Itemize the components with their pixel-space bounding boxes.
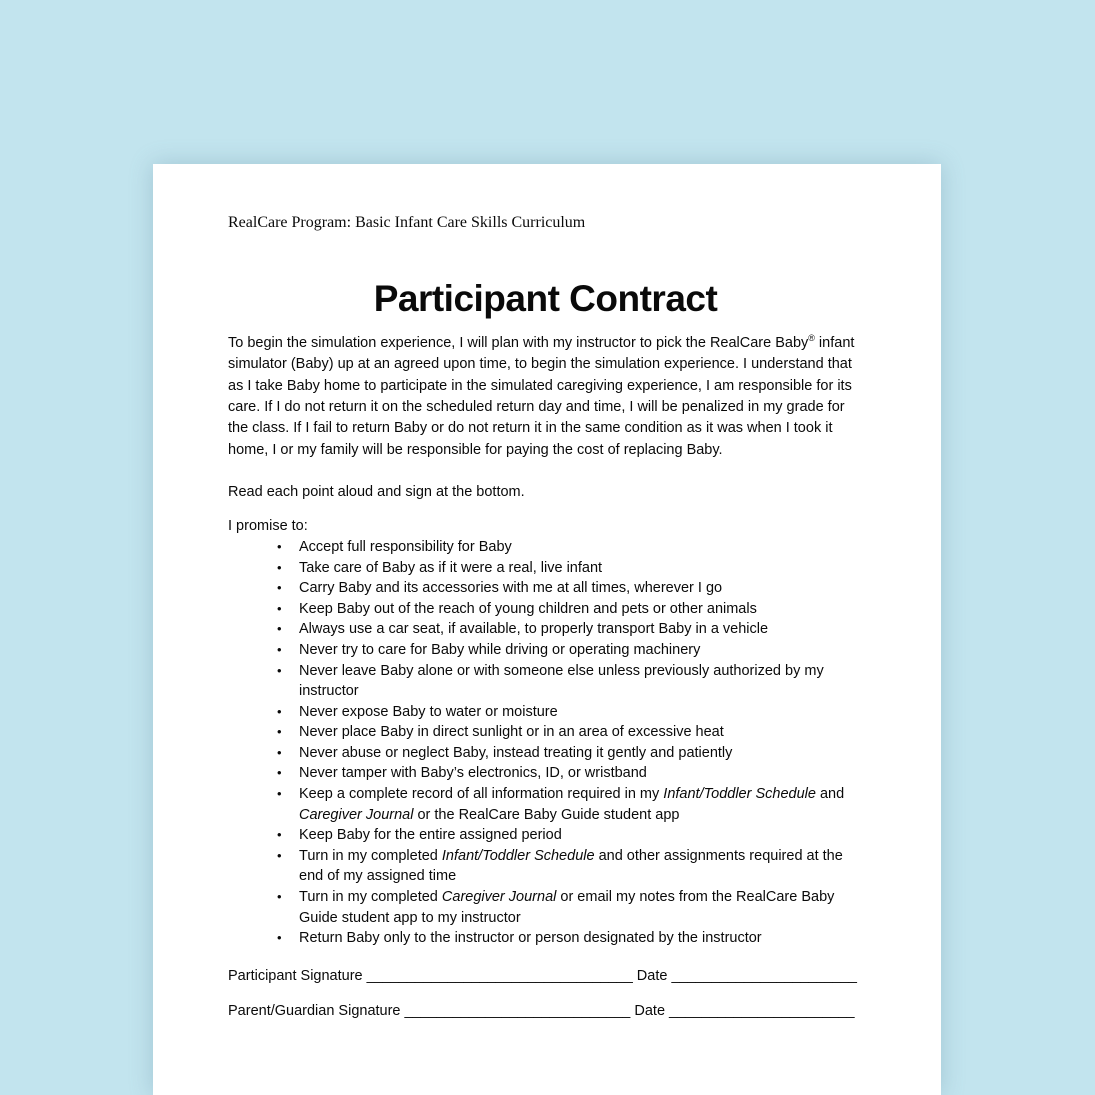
document-title: Participant Contract bbox=[373, 278, 718, 319]
bullet-icon: • bbox=[277, 786, 282, 802]
bullet-icon: • bbox=[277, 600, 282, 616]
parent-guardian-date-label: Date bbox=[634, 1003, 666, 1020]
bullet-icon: • bbox=[277, 827, 282, 843]
promise-list-item bbox=[228, 619, 863, 640]
bullet-icon: • bbox=[277, 559, 282, 575]
promise-item-text: Take care of Baby as if it were a real, live infant bbox=[299, 559, 603, 576]
promise-list-item bbox=[228, 702, 863, 723]
promise-item-text: Turn in my completed Caregiver Journal or email my notes from the RealCare Baby Guide student app to my instructor bbox=[299, 889, 835, 926]
promise-list bbox=[228, 537, 863, 949]
bullet-icon: • bbox=[277, 662, 282, 678]
promise-list-item bbox=[228, 599, 863, 620]
promise-list-item bbox=[228, 578, 863, 599]
promise-item-text: Never tamper with Baby’s electronics, ID, or wristband bbox=[299, 765, 647, 782]
promise-item-text: Return Baby only to the instructor or person designated by the instructor bbox=[299, 930, 762, 947]
participant-signature-label: Participant Signature bbox=[228, 967, 363, 984]
parent-guardian-signature-label: Parent/Guardian Signature bbox=[228, 1003, 401, 1020]
bullet-icon: • bbox=[277, 724, 282, 740]
promise-item-text: Accept full responsibility for Baby bbox=[299, 538, 512, 555]
bullet-icon: • bbox=[277, 847, 282, 863]
participant-signature-row bbox=[228, 966, 863, 987]
promise-item-text: Never try to care for Baby while driving or operating machinery bbox=[299, 641, 701, 658]
promise-list-item bbox=[228, 887, 863, 928]
promise-item-text: Never leave Baby alone or with someone else unless previously authorized by my instructor bbox=[299, 662, 824, 700]
bullet-icon: • bbox=[277, 765, 282, 781]
promise-list-item bbox=[228, 661, 863, 702]
participant-date-label: Date bbox=[636, 967, 668, 984]
promise-item-text: Never abuse or neglect Baby, instead treating it gently and patiently bbox=[299, 744, 733, 761]
promise-list-item bbox=[228, 825, 863, 846]
promise-item-text: Carry Baby and its accessories with me at all times, wherever I go bbox=[299, 580, 723, 597]
bullet-icon: • bbox=[277, 744, 282, 760]
parent-guardian-date-line: _______________________ bbox=[669, 1003, 855, 1020]
participant-date-line: _______________________ bbox=[671, 967, 857, 984]
promise-list-item bbox=[228, 558, 863, 579]
promise-list-item bbox=[228, 537, 863, 558]
promise-list-item bbox=[228, 743, 863, 764]
bullet-icon: • bbox=[277, 621, 282, 637]
document-header: RealCare Program: Basic Infant Care Skills Curriculum bbox=[228, 214, 586, 231]
promise-item-text: Keep Baby for the entire assigned period bbox=[299, 827, 562, 844]
promise-list-item bbox=[228, 928, 863, 949]
promise-list-item bbox=[228, 722, 863, 743]
document-page bbox=[153, 164, 941, 1095]
promise-list-item bbox=[228, 640, 863, 661]
participant-signature-line: _________________________________ bbox=[366, 967, 633, 984]
bullet-icon: • bbox=[277, 703, 282, 719]
bullet-icon: • bbox=[277, 641, 282, 657]
promise-item-text: Always use a car seat, if available, to properly transport Baby in a vehicle bbox=[299, 621, 769, 638]
bullet-icon: • bbox=[277, 930, 282, 946]
bullet-icon: • bbox=[277, 580, 282, 596]
intro-paragraph: To begin the simulation experience, I will plan with my instructor to pick the RealCare Baby® infant simulator (Baby) up at an agreed upon time, to begin the simulation experience. I understand that as I take Baby home to participate in the simulated caregiving experience, I am responsible for its care. If I do not return it on the scheduled return day and time, I will be penalized in my grade for the class. If I fail to return Baby or do not return it in the same condition as it was when I took it home, I or my family will be responsible for paying the cost of replacing Baby. bbox=[228, 332, 855, 458]
promise-item-text: Never place Baby in direct sunlight or in an area of excessive heat bbox=[299, 724, 724, 741]
parent-guardian-signature-line: ____________________________ bbox=[404, 1003, 631, 1020]
promise-item-text: Keep Baby out of the reach of young children and pets or other animals bbox=[299, 600, 757, 617]
instruction-paragraph: Read each point aloud and sign at the bottom. bbox=[228, 484, 525, 501]
promise-item-text: Turn in my completed Infant/Toddler Schedule and other assignments required at the end of my assigned time bbox=[299, 847, 843, 885]
promise-item-text: Keep a complete record of all information required in my Infant/Toddler Schedule and Caregiver Journal or the RealCare Baby Guide student app bbox=[299, 786, 845, 823]
promise-lead: I promise to: bbox=[228, 517, 308, 534]
promise-list-item bbox=[228, 763, 863, 784]
promise-list-item bbox=[228, 784, 863, 825]
promise-list-item bbox=[228, 846, 863, 887]
bullet-icon: • bbox=[277, 889, 282, 905]
bullet-icon: • bbox=[277, 538, 282, 554]
parent-guardian-signature-row bbox=[228, 1001, 863, 1022]
promise-item-text: Never expose Baby to water or moisture bbox=[299, 703, 558, 720]
